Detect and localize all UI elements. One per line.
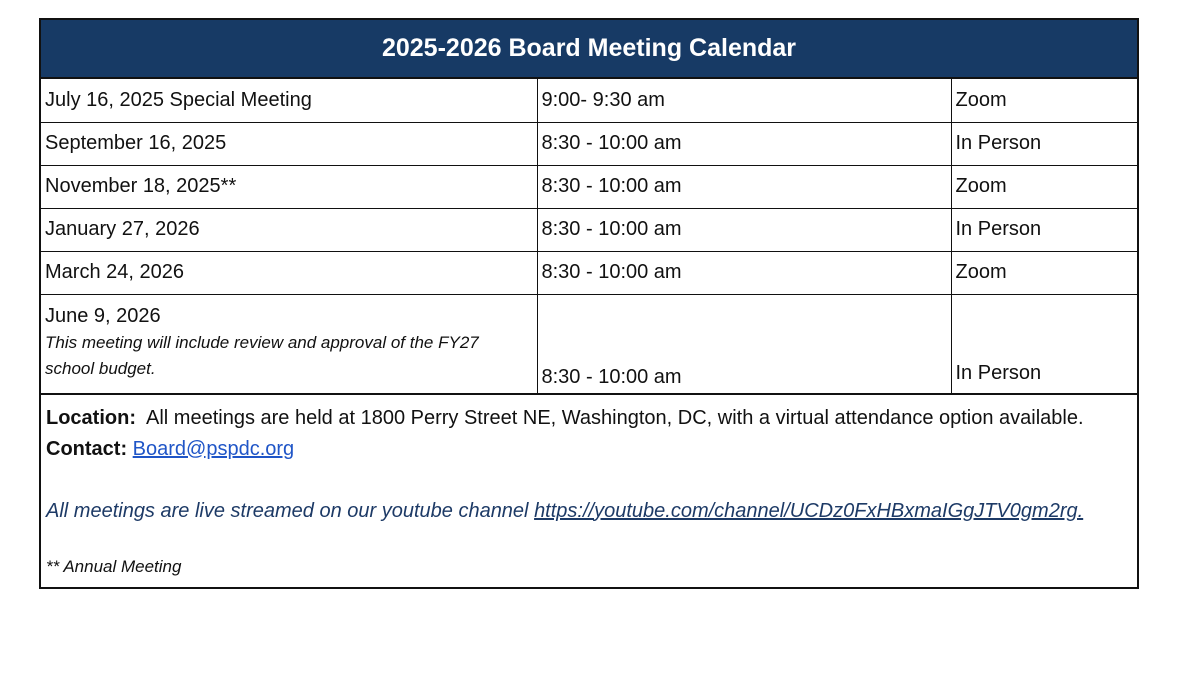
meeting-note: This meeting will include review and approval of the FY27 school budget. xyxy=(45,333,479,378)
table-row xyxy=(41,122,1137,165)
stream-text: All meetings are live streamed on our youtube channel xyxy=(46,499,529,522)
table-row xyxy=(41,251,1137,294)
meeting-time: 9:00- 9:30 am xyxy=(537,79,951,122)
meeting-location: In Person xyxy=(951,122,1137,165)
meeting-time: 8:30 - 10:00 am xyxy=(537,208,951,251)
meeting-location: In Person xyxy=(951,208,1137,251)
contact-label: Contact: xyxy=(46,437,128,460)
table-row xyxy=(41,208,1137,251)
meeting-location: Zoom xyxy=(951,165,1137,208)
meeting-time: 8:30 - 10:00 am xyxy=(537,294,951,393)
calendar-title: 2025-2026 Board Meeting Calendar xyxy=(41,20,1137,79)
meeting-date: March 24, 2026 xyxy=(41,251,537,294)
meeting-location: Zoom xyxy=(951,79,1137,122)
meeting-date: November 18, 2025** xyxy=(41,165,537,208)
meeting-location: In Person xyxy=(951,294,1137,393)
meeting-date: June 9, 2026 xyxy=(45,305,161,327)
table-row xyxy=(41,79,1137,122)
table-row xyxy=(41,165,1137,208)
table-row xyxy=(41,294,1137,393)
meeting-date-cell xyxy=(41,294,537,393)
meeting-time: 8:30 - 10:00 am xyxy=(537,251,951,294)
meeting-time: 8:30 - 10:00 am xyxy=(537,165,951,208)
info-section xyxy=(41,394,1137,587)
meeting-location: Zoom xyxy=(951,251,1137,294)
location-line xyxy=(46,403,1132,434)
location-text: All meetings are held at 1800 Perry Street NE, Washington, DC, with a virtual attendance option available. xyxy=(146,406,1084,429)
contact-email-link[interactable]: Board@pspdc.org xyxy=(132,437,295,460)
location-label: Location: xyxy=(46,406,136,429)
contact-line xyxy=(46,434,1132,465)
meeting-date: July 16, 2025 Special Meeting xyxy=(41,79,537,122)
board-meeting-calendar xyxy=(39,18,1139,589)
meeting-date: September 16, 2025 xyxy=(41,122,537,165)
meetings-table xyxy=(41,79,1137,394)
stream-line xyxy=(46,496,1132,527)
meeting-time: 8:30 - 10:00 am xyxy=(537,122,951,165)
youtube-channel-link[interactable]: https://youtube.com/channel/UCDz0FxHBxmaIGgJTV0gm2rg. xyxy=(534,499,1084,522)
meeting-date: January 27, 2026 xyxy=(41,208,537,251)
footnote: ** Annual Meeting xyxy=(46,556,182,576)
